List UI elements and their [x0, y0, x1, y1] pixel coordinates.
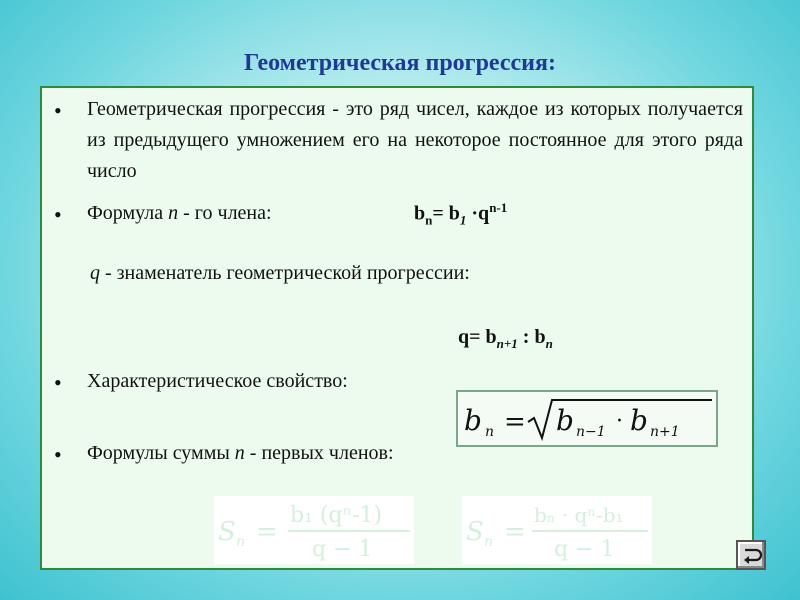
sum2-denominator: q − 1	[554, 537, 615, 562]
sum-formula-1-box	[214, 496, 414, 564]
sum-n: n	[234, 442, 245, 464]
sqrt-eq: =	[504, 407, 526, 437]
sum2-s: S	[466, 517, 484, 547]
sum-formula-1	[214, 496, 414, 564]
sqrt-lhs-sub: n	[485, 424, 495, 440]
q-formula	[458, 326, 553, 352]
sum1-s-sub: n	[236, 534, 246, 550]
q-formula-mid: : b	[517, 326, 546, 348]
characteristic-formula-box	[456, 390, 718, 447]
bullet-marker: •	[54, 370, 62, 395]
sum1-numerator: b₁ (qⁿ-1)	[290, 503, 383, 528]
formula-exponent: n‑1	[489, 200, 508, 215]
sum1-denominator: q − 1	[312, 537, 373, 562]
bullet-marker: •	[54, 202, 62, 227]
sqrt-dot: ·	[616, 409, 623, 434]
sum2-numerator: bₙ · qⁿ-b₁	[534, 503, 624, 527]
sqrt-lhs: b	[464, 404, 482, 437]
q-formula-left: q= b	[458, 326, 497, 348]
sum-label	[87, 438, 394, 469]
sqrt-term2: b	[630, 404, 648, 437]
q-definition-text: - знаменатель геометрической прогрессии:	[105, 262, 470, 284]
nth-term-n: n	[168, 202, 179, 224]
formula-sub-1: 1	[459, 212, 467, 228]
bullet-marker: •	[54, 98, 62, 123]
formula-sub-n: n	[425, 212, 433, 228]
back-button[interactable]	[736, 540, 766, 570]
sum2-eq: =	[504, 517, 526, 547]
definition-text: Геометрическая прогрессия - это ряд чисел, каждое из которых получается из предыдущего умножением его на некоторое постоянное для этого ряда число	[87, 98, 743, 182]
nth-term-prefix: Формула	[87, 202, 169, 224]
sqrt-term2-sub: n+1	[650, 424, 680, 440]
sum-prefix: Формулы суммы	[87, 442, 235, 464]
sqrt-term1-sub: n−1	[576, 424, 606, 440]
q-symbol: q	[90, 262, 100, 284]
nth-term-suffix: - го члена:	[178, 202, 272, 224]
characteristic-label: Характеристическое свойство:	[87, 370, 348, 392]
sum1-eq: =	[256, 517, 278, 547]
content-panel	[40, 86, 754, 570]
return-arrow-icon	[738, 542, 764, 568]
formula-dot-q: ·q	[466, 202, 490, 225]
sum1-s: S	[218, 517, 236, 547]
q-formula-sub2: n	[545, 336, 553, 351]
q-definition	[90, 262, 470, 285]
characteristic-formula	[458, 392, 716, 445]
bullet-marker: •	[54, 442, 62, 467]
sum2-s-sub: n	[484, 534, 494, 550]
q-formula-sub1: n+1	[496, 336, 518, 351]
formula-b: b	[414, 202, 426, 225]
sum-formula-2	[462, 496, 652, 564]
sum-suffix: - первых членов:	[244, 442, 394, 464]
nth-term-label	[87, 198, 272, 229]
nth-term-formula	[414, 200, 507, 229]
slide-title: Геометрическая прогрессия:	[244, 50, 556, 76]
sum-formula-2-box	[462, 496, 652, 564]
sqrt-term1: b	[556, 404, 574, 437]
formula-eq-b1: = b	[432, 202, 460, 225]
